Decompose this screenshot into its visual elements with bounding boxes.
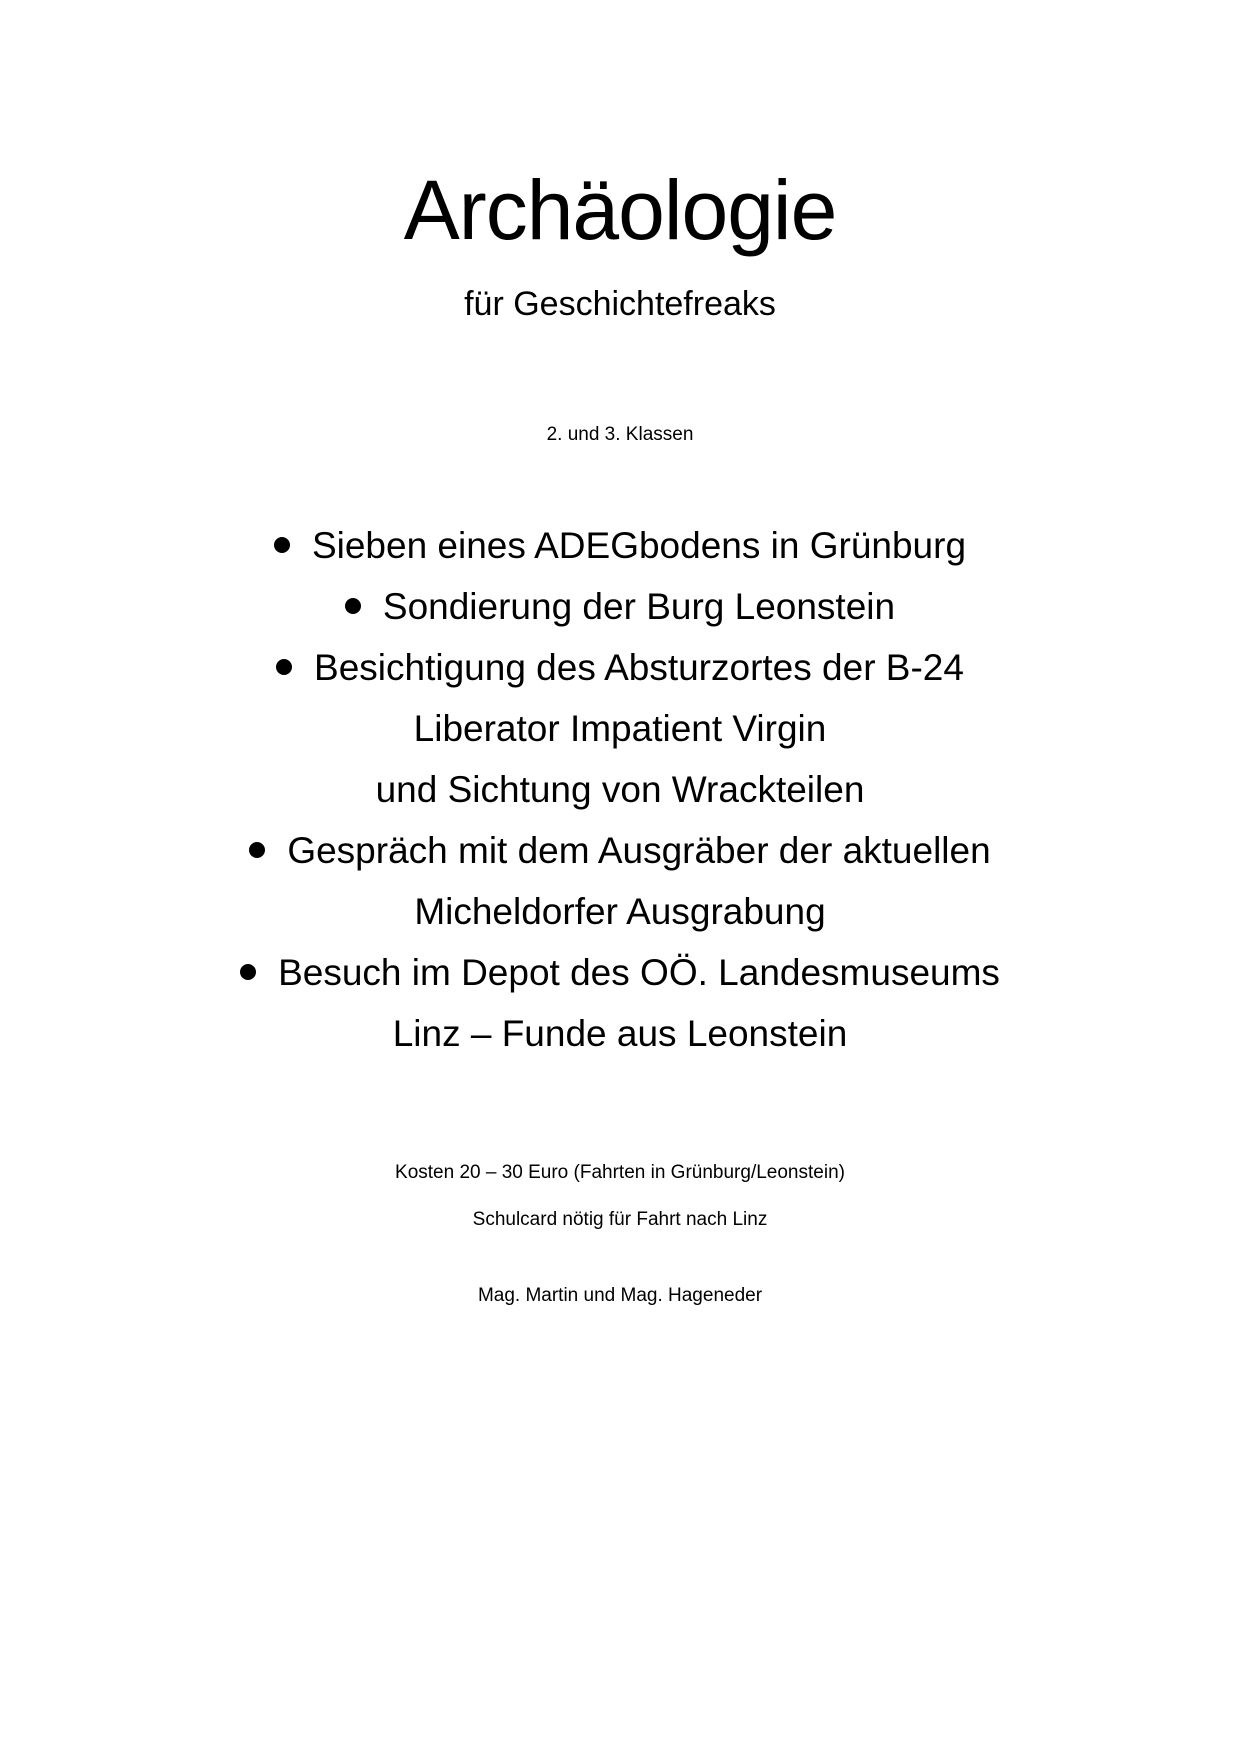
page-title: Archäologie: [403, 163, 837, 257]
bullet-icon: [276, 659, 292, 675]
bullet-icon: [345, 598, 361, 614]
list-item-continuation: und Sichtung von Wrackteilen: [375, 769, 865, 810]
list-item-continuation: Linz – Funde aus Leonstein: [392, 1013, 848, 1054]
list-item-text: Besuch im Depot des OÖ. Landesmuseums: [278, 952, 1000, 993]
list-item-text: Gespräch mit dem Ausgräber der aktuellen: [287, 830, 991, 871]
bullet-icon: [249, 842, 265, 858]
list-item-continuation: Liberator Impatient Virgin: [413, 708, 827, 749]
list-item-text: Sondierung der Burg Leonstein: [382, 586, 896, 627]
list-item: [0, 576, 1240, 637]
costs-note: Kosten 20 – 30 Euro (Fahrten in Grünburg/Leonstein): [395, 1162, 845, 1183]
list-item-text: Sieben eines ADEGbodens in Grünburg: [311, 525, 967, 566]
activity-list: [0, 515, 1240, 1064]
list-item: [0, 942, 1240, 1064]
teachers-note: Mag. Martin und Mag. Hageneder: [477, 1285, 763, 1306]
schulcard-note: Schulcard nötig für Fahrt nach Linz: [472, 1209, 768, 1230]
list-item-line: [0, 820, 1240, 881]
list-item-line: [0, 637, 1240, 698]
list-item: [0, 820, 1240, 942]
list-item: [0, 515, 1240, 576]
list-item-text: Besichtigung des Absturzortes der B-24: [314, 647, 964, 688]
list-item: [0, 637, 1240, 820]
list-item-line: [0, 576, 1240, 637]
list-item-line: [0, 515, 1240, 576]
target-classes: 2. und 3. Klassen: [546, 424, 694, 445]
bullet-icon: [274, 537, 290, 553]
list-item-line: [0, 942, 1240, 1003]
page-subtitle: für Geschichtefreaks: [464, 285, 776, 323]
bullet-icon: [240, 964, 256, 980]
list-item-continuation: Micheldorfer Ausgrabung: [414, 891, 826, 932]
